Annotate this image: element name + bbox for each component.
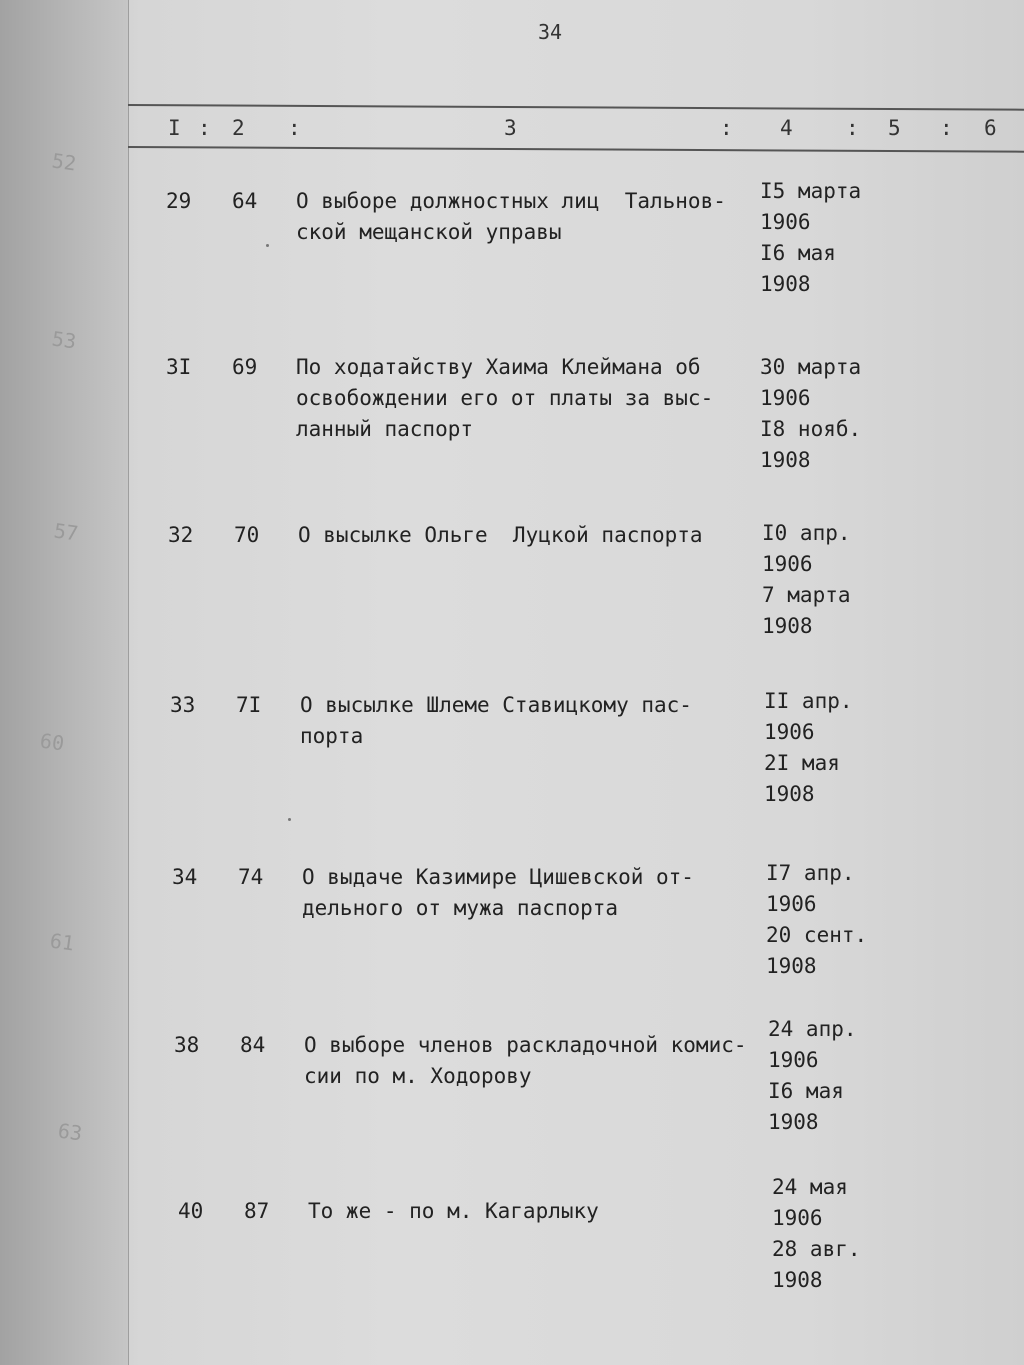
item-number: 38 xyxy=(174,1033,200,1057)
table-row xyxy=(170,690,930,830)
item-number: 29 xyxy=(166,189,192,213)
date-range xyxy=(760,176,890,300)
date-year: 1906 xyxy=(768,1048,819,1072)
date-day-month: I0 апр. xyxy=(762,521,851,545)
case-title-line: О высылке Шлеме Ставицкому пас- xyxy=(300,693,692,717)
date-day-month: 24 апр. xyxy=(768,1017,857,1041)
column-header-1: I xyxy=(168,116,181,140)
case-title-line: дельного от мужа паспорта xyxy=(302,896,619,920)
table-row xyxy=(166,179,926,326)
facing-page-edge xyxy=(0,0,129,1365)
case-title xyxy=(296,352,736,445)
case-title-line: О выборе должностных лиц Тальнов- xyxy=(296,189,726,213)
date-day-month: I5 марта xyxy=(760,179,862,203)
date-day-month: 24 мая xyxy=(772,1175,848,1199)
column-header-6: 6 xyxy=(984,116,997,140)
date-year: 1908 xyxy=(764,782,815,806)
date-day-month: 2I мая xyxy=(764,751,840,775)
item-number: 33 xyxy=(170,693,196,717)
case-title-line: По ходатайству Хаима Клеймана об xyxy=(296,355,701,379)
paper-speck xyxy=(288,818,291,821)
item-number: 40 xyxy=(178,1199,204,1223)
case-title xyxy=(304,1030,747,1092)
case-title xyxy=(296,186,736,248)
case-title-line: порта xyxy=(300,724,364,748)
column-header-4: 4 xyxy=(780,116,793,140)
date-year: 1906 xyxy=(764,720,815,744)
date-range xyxy=(762,518,892,642)
date-range xyxy=(772,1172,902,1296)
date-year: 1908 xyxy=(762,614,813,638)
case-title xyxy=(308,1196,748,1227)
table-row xyxy=(168,520,928,660)
case-title-line: освобождении его от платы за выс- xyxy=(296,386,714,410)
column-header-5: 5 xyxy=(888,116,901,140)
table-row xyxy=(172,862,932,1002)
date-day-month: 20 сент. xyxy=(766,923,868,947)
case-title xyxy=(298,520,738,551)
column-separator: : xyxy=(288,116,301,140)
item-number: 32 xyxy=(168,523,194,547)
date-year: 1908 xyxy=(766,954,817,978)
ghost-mark: 63 xyxy=(56,1118,84,1146)
paper-speck xyxy=(266,244,269,247)
date-year: 1908 xyxy=(772,1268,823,1292)
column-header-2: 2 xyxy=(232,116,245,140)
case-title-line: То же - по м. Кагарлыку xyxy=(308,1199,599,1223)
file-number: 69 xyxy=(232,355,258,379)
date-range xyxy=(760,352,890,476)
date-day-month: 30 марта xyxy=(760,355,862,379)
ghost-mark: 60 xyxy=(38,728,66,756)
date-range xyxy=(764,686,894,810)
case-title-line: О выборе членов раскладочной комис- xyxy=(304,1033,747,1057)
case-title-line: сии по м. Ходорову xyxy=(304,1064,532,1088)
case-title xyxy=(300,690,740,752)
case-title-line: О выдаче Казимире Цишевской от- xyxy=(302,865,694,889)
table-row xyxy=(166,352,926,492)
ghost-mark: 53 xyxy=(50,326,78,354)
file-number: 87 xyxy=(244,1199,270,1223)
page-number: 34 xyxy=(538,20,563,44)
date-range xyxy=(766,858,896,982)
case-title xyxy=(302,862,742,924)
column-separator: : xyxy=(198,116,211,140)
case-title-line: ланный паспорт xyxy=(296,417,474,441)
table-top-rule xyxy=(128,104,1024,111)
date-day-month: II апр. xyxy=(764,689,853,713)
column-separator: : xyxy=(846,116,859,140)
file-number: 7I xyxy=(236,693,262,717)
date-day-month: I6 мая xyxy=(768,1079,844,1103)
column-separator: : xyxy=(940,116,953,140)
date-day-month: 28 авг. xyxy=(772,1237,861,1261)
table-row xyxy=(178,1175,938,1336)
item-number: 34 xyxy=(172,865,198,889)
item-number: 3I xyxy=(166,355,192,379)
date-year: 1908 xyxy=(768,1110,819,1134)
ghost-mark: 61 xyxy=(48,928,76,956)
column-header-3: 3 xyxy=(504,116,517,140)
ghost-mark: 52 xyxy=(50,148,78,176)
table-row xyxy=(174,1017,934,1170)
date-day-month: I6 мая xyxy=(760,241,836,265)
case-title-line: О высылке Ольге Луцкой паспорта xyxy=(298,523,703,547)
file-number: 70 xyxy=(234,523,260,547)
table-header-rule xyxy=(128,146,1024,153)
ghost-mark: 57 xyxy=(52,518,80,546)
date-year: 1906 xyxy=(762,552,813,576)
date-year: 1906 xyxy=(766,892,817,916)
date-day-month: I7 апр. xyxy=(766,861,855,885)
date-year: 1906 xyxy=(772,1206,823,1230)
date-range xyxy=(768,1014,898,1138)
file-number: 74 xyxy=(238,865,264,889)
date-year: 1908 xyxy=(760,448,811,472)
case-title-line: ской мещанской управы xyxy=(296,220,562,244)
date-year: 1906 xyxy=(760,386,811,410)
date-day-month: I8 нояб. xyxy=(760,417,862,441)
file-number: 84 xyxy=(240,1033,266,1057)
file-number: 64 xyxy=(232,189,258,213)
date-year: 1906 xyxy=(760,210,811,234)
column-separator: : xyxy=(720,116,733,140)
date-day-month: 7 марта xyxy=(762,583,851,607)
date-year: 1908 xyxy=(760,272,811,296)
